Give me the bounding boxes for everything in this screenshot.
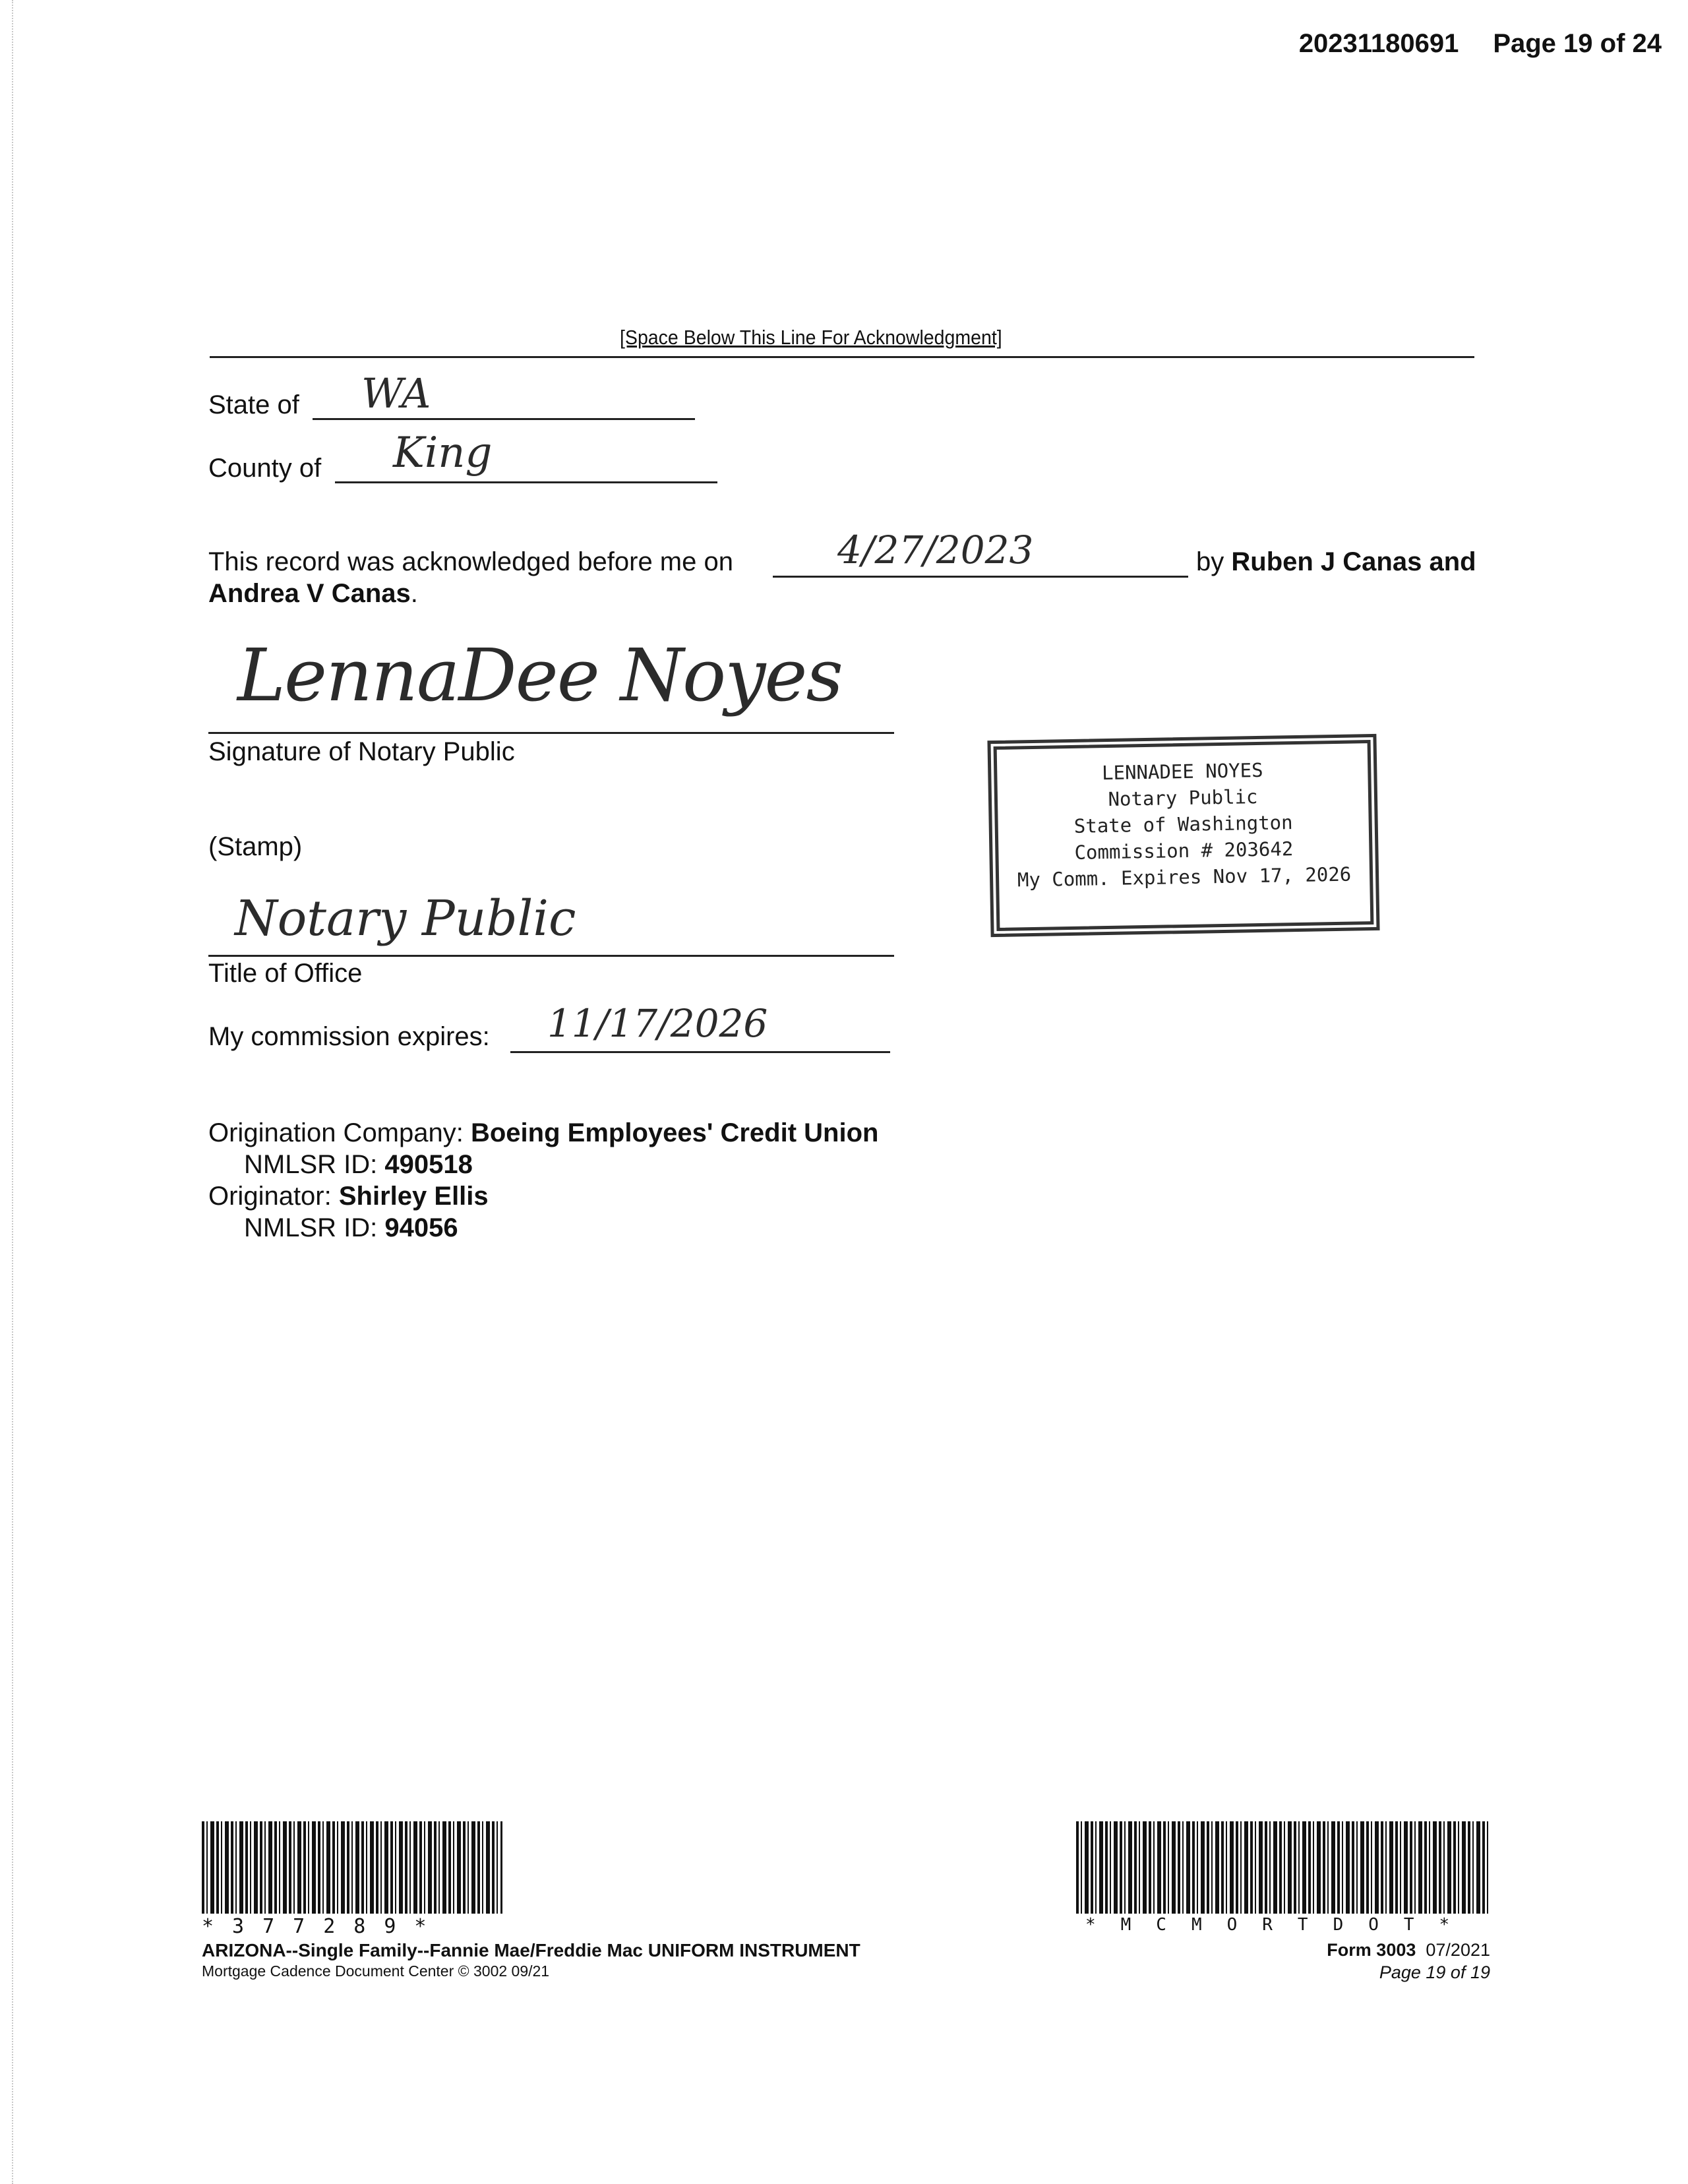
record-text: This record was acknowledged before me on <box>208 547 733 576</box>
title-handwritten: Notary Public <box>235 890 576 947</box>
title-label: Title of Office <box>208 959 363 988</box>
form-date: 07/2021 <box>1426 1940 1490 1960</box>
signature-line <box>208 732 894 734</box>
left-barcode-text: *3772​89* <box>202 1915 445 1938</box>
state-handwritten: WA <box>361 369 431 417</box>
company-nmlsr-value: 490518 <box>384 1150 473 1179</box>
footer-left-line1 <box>202 1940 860 1961</box>
signature-label: Signature of Notary Public <box>208 737 515 766</box>
expires-label: My commission expires: <box>208 1022 490 1051</box>
stamp-line-2: Notary Public <box>1108 785 1258 810</box>
record-date-line <box>773 576 1188 578</box>
expires-line <box>510 1051 890 1053</box>
signers-period: . <box>410 579 418 608</box>
stamp-label: (Stamp) <box>208 832 303 861</box>
notary-signature: LennaDee Noyes <box>237 633 842 717</box>
company-nmlsr-label: NMLSR ID: <box>244 1150 378 1179</box>
record-date-handwritten: 4/27/2023 <box>837 528 1034 572</box>
footer-state-text: ARIZONA--Single Family-- <box>202 1940 430 1960</box>
by-text: by <box>1196 547 1224 576</box>
stamp-line-5: My Comm. Expires Nov 17, 2026 <box>1017 863 1352 892</box>
county-line <box>335 481 717 483</box>
footer-left-line2: Mortgage Cadence Document Center © 3002 09/21 <box>202 1962 550 1980</box>
acknowledgment-divider-label: [Space Below This Line For Acknowledgment] <box>620 326 1002 349</box>
signers-line2: Andrea V Canas <box>208 579 411 608</box>
page-number: Page 19 of 24 <box>1493 29 1662 58</box>
county-label: County of <box>208 454 322 483</box>
company-value: Boeing Employees' Credit Union <box>470 1118 879 1147</box>
left-barcode <box>202 1821 502 1914</box>
signers-line1: Ruben J Canas and <box>1231 547 1476 576</box>
stamp-line-4: Commission # 203642 <box>1074 837 1294 864</box>
state-label: State of <box>208 390 299 419</box>
page-header <box>1299 29 1662 59</box>
expires-handwritten: 11/17/2026 <box>547 1001 768 1046</box>
title-line <box>208 955 894 957</box>
acknowledgment-divider-line <box>210 356 1474 358</box>
scan-edge <box>12 0 13 2184</box>
form-label: Form 3003 <box>1327 1940 1416 1960</box>
stamp-line-1: LENNADEE NOYES <box>1101 758 1263 785</box>
originator-nmlsr-label: NMLSR ID: <box>244 1213 378 1242</box>
originator-value: Shirley Ellis <box>338 1182 489 1211</box>
state-line <box>313 418 695 420</box>
originator-label: Originator: <box>208 1182 332 1211</box>
document-number: 20231180691 <box>1298 29 1459 58</box>
county-handwritten: King <box>393 429 493 477</box>
footer-page-label: Page 19 of 19 <box>1379 1962 1490 1982</box>
company-label: Origination Company: <box>208 1118 464 1147</box>
stamp-line-3: State of Washington <box>1073 811 1293 837</box>
originator-nmlsr-value: 94056 <box>384 1213 458 1242</box>
right-barcode <box>1076 1821 1490 1914</box>
origination-block <box>208 1117 878 1244</box>
footer-form-line <box>1327 1940 1490 1960</box>
footer-instrument-text: Fannie Mae/Freddie Mac UNIFORM INSTRUMENT <box>429 1940 860 1960</box>
notary-stamp <box>987 734 1379 937</box>
right-barcode-text: *MCMORTDOT* <box>1085 1915 1475 1935</box>
